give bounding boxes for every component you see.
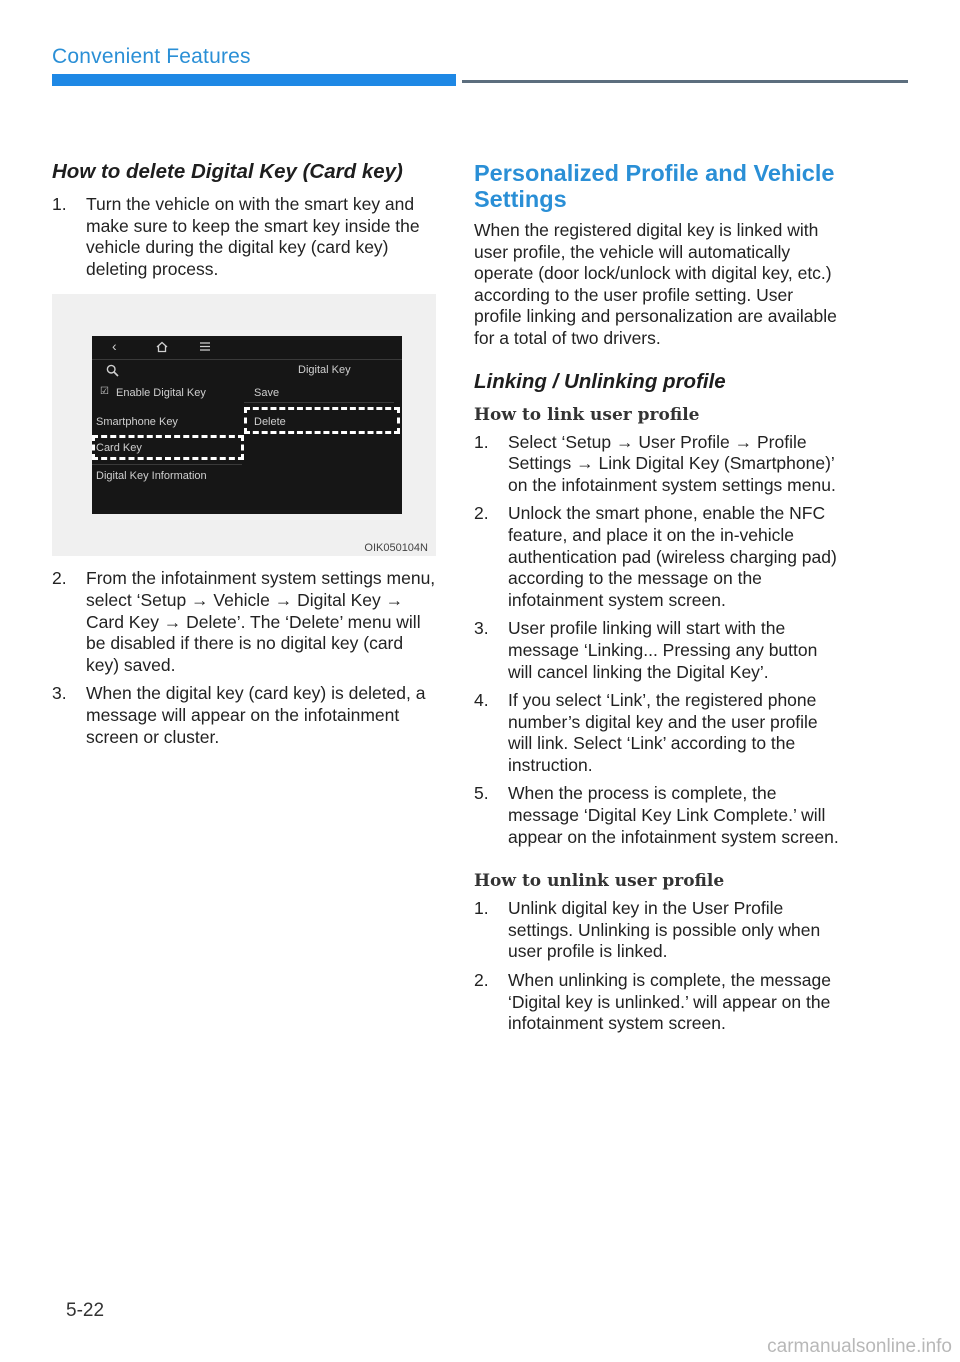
personalized-profile-heading: Personalized Profile and Vehicle Settings (474, 160, 835, 212)
step-number: 5. (474, 783, 489, 804)
step-text: Select ‘Setup → User Profile → Profile Settings → Link Digital Key (Smartphone)’ on the infotainment system settings menu. (508, 431, 836, 495)
delete-steps-part1 (52, 194, 436, 280)
link-steps (474, 432, 844, 849)
section-title: Convenient Features (52, 45, 251, 68)
menu-divider (92, 464, 242, 465)
delete-steps-part2 (52, 568, 436, 748)
screen-top-bar (92, 336, 402, 358)
list-item (474, 503, 844, 611)
list-item (474, 970, 844, 1035)
step-number: 1. (52, 194, 67, 214)
digital-key-screen-figure (52, 294, 436, 556)
left-column (52, 158, 436, 755)
step-number: 1. (474, 898, 489, 919)
step-text: Unlink digital key in the User Profile settings. Unlinking is possible only when user profile is linked. (508, 898, 821, 962)
list-item (474, 783, 844, 848)
right-column (474, 160, 844, 1042)
highlight-card-key (92, 435, 244, 460)
search-icon (106, 364, 119, 377)
header-rule-blue (52, 74, 456, 86)
highlight-delete (244, 407, 400, 434)
menu-item-digital-key-information[interactable]: Digital Key Information (96, 470, 207, 483)
checkbox-icon: ☑ (100, 386, 109, 398)
step-number: 4. (474, 690, 489, 711)
list-item (474, 432, 844, 497)
infotainment-screen (92, 336, 402, 514)
back-icon: ‹ (112, 338, 117, 355)
step-text: Unlock the smart phone, enable the NFC feature, and place it on the in-vehicle authentication pad (wireless charging pad) according to the message on the infotainment system screen. (508, 503, 837, 610)
screen-title: Digital Key (298, 364, 351, 377)
option-save[interactable]: Save (254, 387, 280, 400)
profile-intro-paragraph: When the registered digital key is linked with user profile, the vehicle will automatically operate (door lock/unlock with digital key, etc.) according to the user profile setting. User profile linking and personalization are available for a total of two drivers. (474, 220, 837, 348)
link-profile-heading: How to link user profile (474, 404, 700, 425)
step-number: 2. (474, 970, 489, 991)
option-delete[interactable]: Delete (254, 416, 286, 429)
page-number: 5-22 (66, 1300, 105, 1321)
option-divider (244, 402, 394, 403)
list-item (474, 898, 844, 963)
menu-item-smartphone-key[interactable]: Smartphone Key (96, 416, 178, 429)
list-item (474, 690, 844, 776)
step-text: If you select ‘Link’, the registered phone number’s digital key and the user profile will link. Select ‘Link’ according to the instruction. (508, 690, 818, 775)
home-icon (156, 341, 168, 353)
step-text: User profile linking will start with the message ‘Linking... Pressing any button will cancel linking the Digital Key’. (508, 618, 818, 682)
menu-item-card-key[interactable]: Card Key (96, 442, 142, 455)
watermark: carmanualsonline.info (767, 1336, 952, 1357)
step-number: 3. (52, 683, 67, 704)
step-text: When unlinking is complete, the message ‘Digital key is unlinked.’ will appear on the infotainment system screen. (508, 970, 831, 1034)
unlink-steps (474, 898, 844, 1035)
header-rule-gray (462, 80, 908, 83)
menu-icon (200, 342, 210, 351)
menu-item-enable-digital-key[interactable]: Enable Digital Key (116, 387, 206, 400)
list-item (52, 194, 436, 280)
delete-card-key-heading: How to delete Digital Key (Card key) (52, 160, 403, 183)
step-text: When the process is complete, the message ‘Digital Key Link Complete.’ will appear on the infotainment system screen. (508, 783, 839, 847)
step-text: From the infotainment system settings menu, select ‘Setup → Vehicle → Digital Key → Card Key → Delete’. The ‘Delete’ menu will be disabled if there is no digital key (card key) saved. (86, 568, 436, 675)
step-number: 2. (474, 503, 489, 524)
linking-unlinking-heading: Linking / Unlinking profile (474, 369, 726, 393)
list-item (474, 618, 844, 683)
step-number: 1. (474, 431, 489, 452)
list-item (52, 568, 436, 676)
step-text: Turn the vehicle on with the smart key and make sure to keep the smart key inside the vehicle during the digital key (card key) deleting process. (86, 194, 420, 279)
figure-code: OIK050104N (364, 542, 428, 555)
step-number: 3. (474, 618, 489, 639)
list-item (52, 683, 436, 748)
screen-divider (92, 359, 402, 360)
step-text: When the digital key (card key) is deleted, a message will appear on the infotainment screen or cluster. (86, 683, 426, 747)
unlink-profile-heading: How to unlink user profile (474, 871, 725, 892)
step-number: 2. (52, 568, 67, 589)
